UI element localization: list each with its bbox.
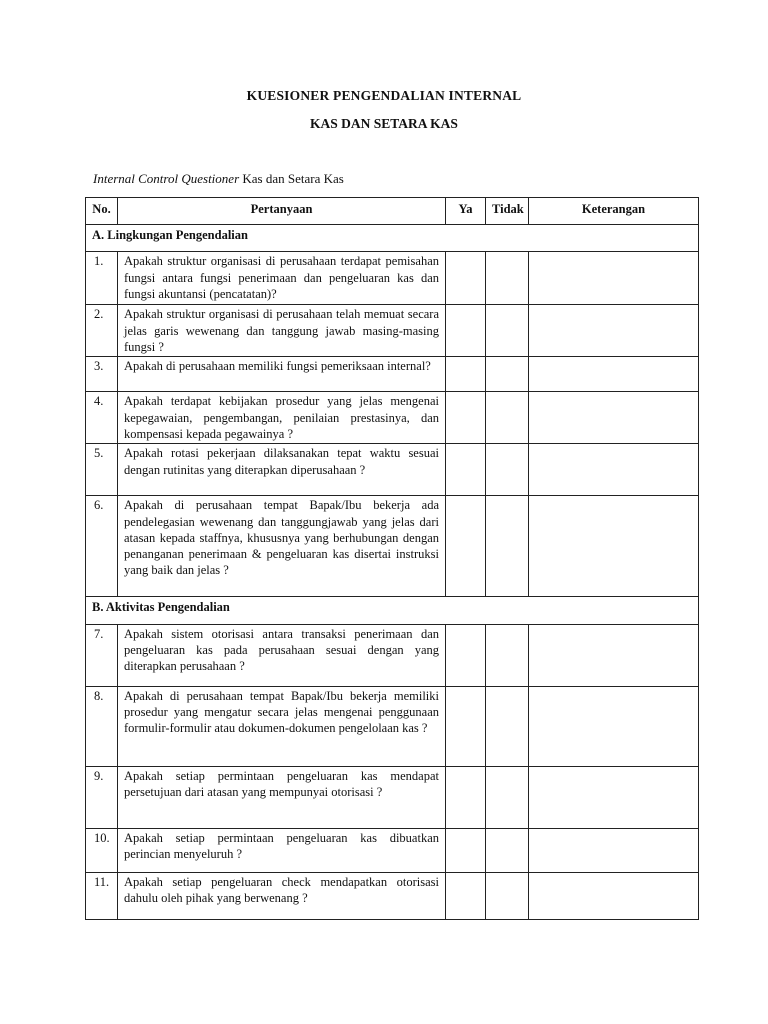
note-cell[interactable] <box>529 766 699 828</box>
section-row-b <box>86 597 699 624</box>
table-row <box>86 252 699 305</box>
row-number: 7. <box>86 624 118 686</box>
note-cell[interactable] <box>529 828 699 872</box>
question-text: Apakah rotasi pekerjaan dilaksanakan tepat waktu sesuai dengan rutinitas yang diterapkan diperusahaan ? <box>118 444 446 496</box>
table-row <box>86 305 699 357</box>
note-cell[interactable] <box>529 496 699 597</box>
table-row <box>86 686 699 766</box>
table-row <box>86 496 699 597</box>
note-cell[interactable] <box>529 444 699 496</box>
note-cell[interactable] <box>529 392 699 444</box>
question-text: Apakah setiap permintaan pengeluaran kas mendapat persetujuan dari atasan yang mempunyai otorisasi ? <box>118 766 446 828</box>
question-text: Apakah setiap pengeluaran check mendapatkan otorisasi dahulu oleh pihak yang berwenang ? <box>118 872 446 919</box>
header-question: Pertanyaan <box>118 198 446 225</box>
document-title: KUESIONER PENGENDALIAN INTERNAL <box>246 88 522 103</box>
row-number: 11. <box>86 872 118 919</box>
no-answer-cell[interactable] <box>486 766 529 828</box>
note-cell[interactable] <box>529 252 699 305</box>
section-b-title: B. Aktivitas Pengendalian <box>86 597 699 624</box>
note-cell[interactable] <box>529 305 699 357</box>
question-text: Apakah di perusahaan memiliki fungsi pemeriksaan internal? <box>118 357 446 392</box>
question-text: Apakah terdapat kebijakan prosedur yang jelas mengenai kepegawaian, pengembangan, penilaian prestasinya, dan kompensasi kepada pegawainya ? <box>118 392 446 444</box>
header-no-answer: Tidak <box>486 198 529 225</box>
row-number: 3. <box>86 357 118 392</box>
no-answer-cell[interactable] <box>486 392 529 444</box>
note-cell[interactable] <box>529 624 699 686</box>
header-no: No. <box>86 198 118 225</box>
question-text: Apakah di perusahaan tempat Bapak/Ibu bekerja memiliki prosedur yang mengatur secara jelas mengenai penggunaan formulir-formulir atau dokumen-dokumen pengelolaan kas ? <box>118 686 446 766</box>
yes-cell[interactable] <box>446 305 486 357</box>
no-answer-cell[interactable] <box>486 872 529 919</box>
header-yes: Ya <box>446 198 486 225</box>
yes-cell[interactable] <box>446 252 486 305</box>
table-row <box>86 392 699 444</box>
table-row <box>86 357 699 392</box>
document-subtitle: KAS DAN SETARA KAS <box>310 116 458 131</box>
note-cell[interactable] <box>529 686 699 766</box>
row-number: 2. <box>86 305 118 357</box>
caption-italic: Internal Control Questioner <box>93 171 240 186</box>
yes-cell[interactable] <box>446 624 486 686</box>
yes-cell[interactable] <box>446 686 486 766</box>
yes-cell[interactable] <box>446 766 486 828</box>
note-cell[interactable] <box>529 872 699 919</box>
row-number: 9. <box>86 766 118 828</box>
no-answer-cell[interactable] <box>486 444 529 496</box>
no-answer-cell[interactable] <box>486 624 529 686</box>
section-a-title: A. Lingkungan Pengendalian <box>86 225 699 252</box>
yes-cell[interactable] <box>446 872 486 919</box>
section-row-a <box>86 225 699 252</box>
table-row <box>86 872 699 919</box>
question-text: Apakah di perusahaan tempat Bapak/Ibu bekerja ada pendelegasian wewenang dan tanggungjawab yang jelas dari atasan kepada staffnya, khususnya yang berhubungan dengan penanganan penerimaan & pengeluaran kas disertai instruksi yang baik dan jelas ? <box>118 496 446 597</box>
no-answer-cell[interactable] <box>486 686 529 766</box>
no-answer-cell[interactable] <box>486 496 529 597</box>
caption-rest: Kas dan Setara Kas <box>239 171 344 186</box>
yes-cell[interactable] <box>446 392 486 444</box>
table-row <box>86 766 699 828</box>
question-text: Apakah struktur organisasi di perusahaan terdapat pemisahan fungsi antara fungsi penerimaan dan pengeluaran kas dan fungsi akuntansi (pencatatan)? <box>118 252 446 305</box>
table-header-row <box>86 198 699 225</box>
row-number: 6. <box>86 496 118 597</box>
question-text: Apakah setiap permintaan pengeluaran kas dibuatkan perincian menyeluruh ? <box>118 828 446 872</box>
row-number: 4. <box>86 392 118 444</box>
yes-cell[interactable] <box>446 828 486 872</box>
table-row <box>86 444 699 496</box>
yes-cell[interactable] <box>446 444 486 496</box>
questionnaire-table <box>85 197 699 920</box>
row-number: 1. <box>86 252 118 305</box>
question-text: Apakah struktur organisasi di perusahaan telah memuat secara jelas garis wewenang dan tanggung jawab masing-masing fungsi ? <box>118 305 446 357</box>
no-answer-cell[interactable] <box>486 357 529 392</box>
row-number: 8. <box>86 686 118 766</box>
row-number: 5. <box>86 444 118 496</box>
yes-cell[interactable] <box>446 496 486 597</box>
note-cell[interactable] <box>529 357 699 392</box>
no-answer-cell[interactable] <box>486 252 529 305</box>
no-answer-cell[interactable] <box>486 305 529 357</box>
table-row <box>86 624 699 686</box>
row-number: 10. <box>86 828 118 872</box>
questionnaire-caption <box>93 171 344 187</box>
question-text: Apakah sistem otorisasi antara transaksi penerimaan dan pengeluaran kas pada perusahaan sesuai dengan yang diterapkan perusahaan ? <box>118 624 446 686</box>
table-row <box>86 828 699 872</box>
header-note: Keterangan <box>529 198 699 225</box>
no-answer-cell[interactable] <box>486 828 529 872</box>
yes-cell[interactable] <box>446 357 486 392</box>
